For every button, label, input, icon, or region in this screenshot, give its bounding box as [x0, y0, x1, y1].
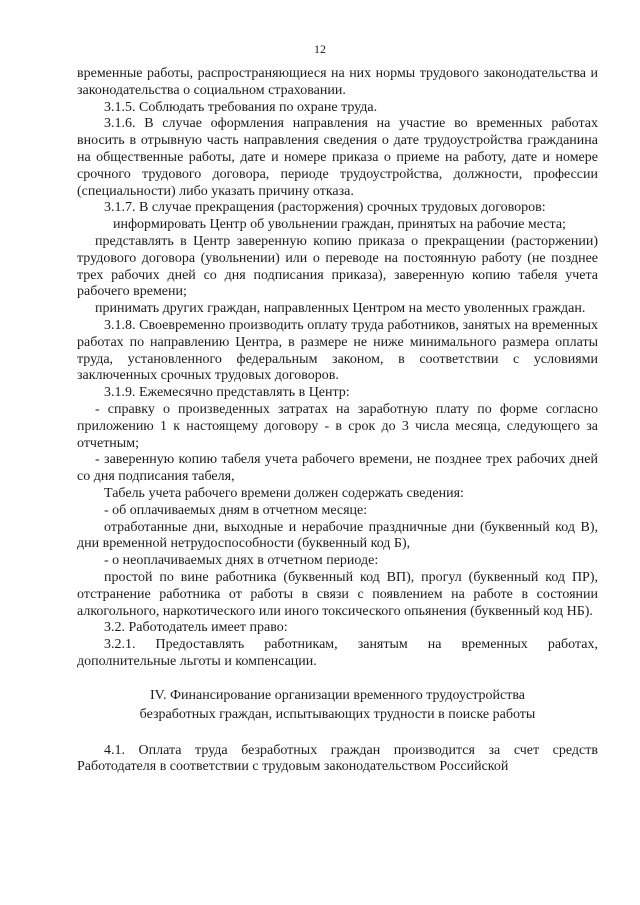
paragraph: 3.1.7. В случае прекращения (расторжения) срочных трудовых договоров: [104, 200, 546, 216]
paragraph: - об оплачиваемых дням в отчетном месяце: [104, 502, 368, 518]
paragraph: 3.1.6. В случае оформления направления на участие во временных работах вносить в отрывную часть направления сведения о дате трудоустройства гражданина на общественные работы, дате и номере приказа о приеме на работу, дате и номере срочного трудового договора, периоде трудоустройства, должности, профессии (специальности) либо указать причину отказа. [77, 116, 598, 199]
paragraph: временные работы, распространяющиеся на них нормы трудового законодательства и законодательства о социальном страховании. [77, 66, 598, 98]
section-heading [77, 686, 598, 724]
paragraph: - о неоплачиваемых днях в отчетном периоде: [104, 553, 379, 569]
paragraph: 3.1.9. Ежемесячно представлять в Центр: [104, 385, 350, 401]
paragraph: представлять в Центр заверенную копию приказа о прекращении (расторжении) трудового договора (увольнении) или о переводе на постоянную работу (не позднее трех рабочих дней со дня подписания приказа), заверенную копию табеля учета рабочего времени; [77, 233, 598, 300]
paragraph: информировать Центр об увольнении граждан, принятых на рабочие места; [113, 217, 566, 233]
document-body [77, 66, 598, 776]
page-number: 12 [314, 42, 326, 56]
paragraph: простой по вине работника (буквенный код ВП), прогул (буквенный код ПР), отстранение работника от работы в связи с появлением на работе в состоянии алкогольного, наркотического или иного токсического опьянения (буквенный код НБ). [77, 569, 598, 619]
section-heading-line: безработных граждан, испытывающих трудности в поиске работы [139, 706, 536, 722]
paragraph: 3.2.1. Предоставлять работникам, занятым на временных работах, дополнительные льготы и компенсации. [77, 637, 598, 669]
paragraph: принимать других граждан, направленных Центром на место уволенных граждан. [95, 301, 586, 317]
paragraph: 3.1.5. Соблюдать требования по охране труда. [104, 99, 378, 115]
paragraph: отработанные дни, выходные и нерабочие праздничные дни (буквенный код В), дни временной нетрудоспособности (буквенный код Б), [77, 519, 598, 552]
paragraph: - заверенную копию табеля учета рабочего времени, не позднее трех рабочих дней со дня подписания табеля, [77, 452, 598, 485]
section-heading-line: IV. Финансирование организации временного трудоустройства [150, 687, 525, 703]
paragraph: - справку о произведенных затратах на заработную плату по форме согласно приложению 1 к настоящему договору - в срок до 3 числа месяца, следующего за отчетным; [77, 401, 598, 451]
paragraph: 4.1. Оплата труда безработных граждан производится за счет средств Работодателя в соответствии с трудовым законодательством Российской [77, 742, 598, 775]
paragraph: 3.1.8. Своевременно производить оплату труда работников, занятых на временных работах по направлению Центра, в размере не ниже минимального размера оплаты труда, установленного федеральным законом, в соответствии с условиями заключенных срочных трудовых договоров. [77, 317, 598, 384]
paragraph: 3.2. Работодатель имеет право: [104, 620, 288, 636]
paragraph: Табель учета рабочего времени должен содержать сведения: [104, 485, 464, 501]
